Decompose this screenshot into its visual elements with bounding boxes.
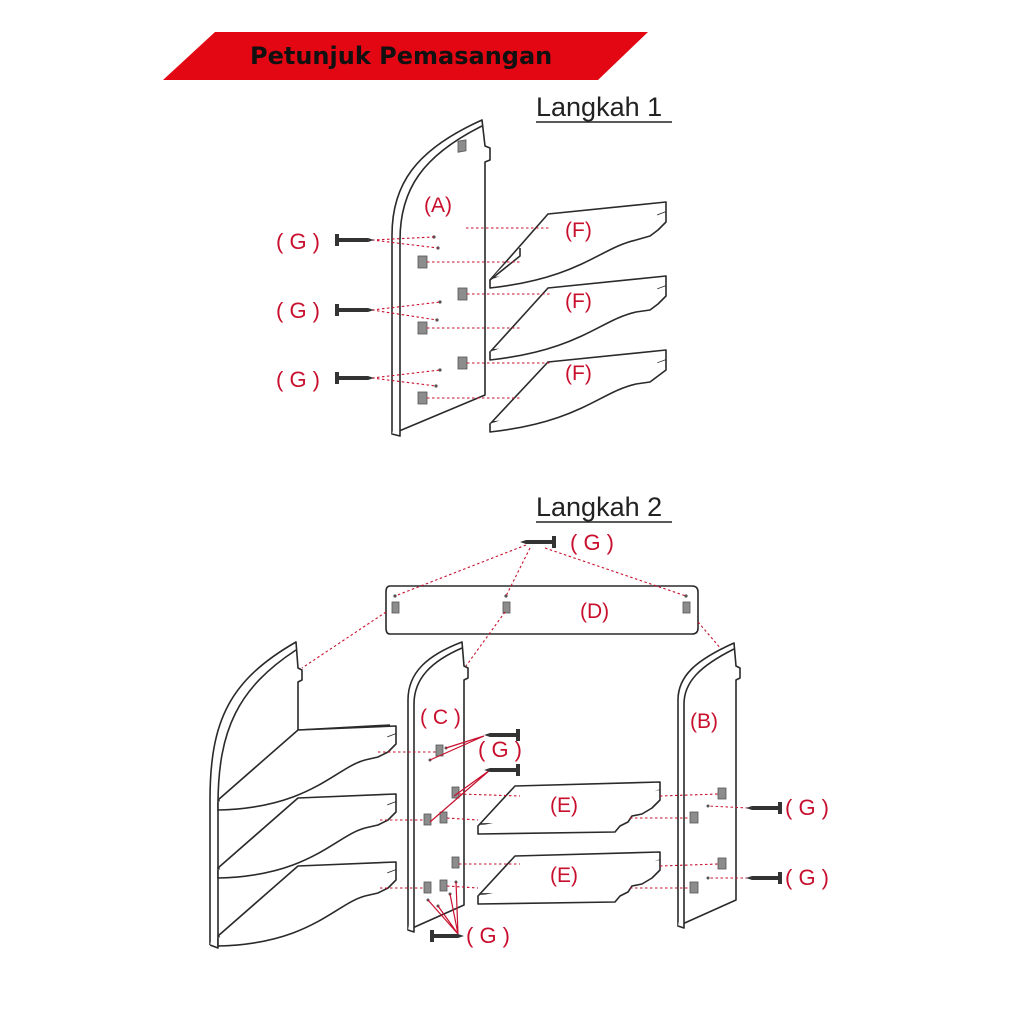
shelf-f-1 [490,202,666,288]
screw-icon [335,304,374,316]
screw-icon [746,802,782,814]
shelf-f-label-3: (F) [565,362,592,385]
slot [503,602,510,613]
slot [440,812,447,823]
screw-icon [520,536,556,548]
panel-a-label: (A) [424,194,452,217]
screw-icon [484,764,520,776]
guide-line [302,612,386,668]
assembled-unit-left [210,642,396,948]
title-banner [163,32,648,80]
top-screw-g-label: ( G ) [570,530,614,555]
shelf-f-label-1: (F) [565,219,592,242]
screw-g-label-b1: ( G ) [785,795,829,820]
panel-c-label: ( C ) [420,706,461,729]
shelf-e-label-2: (E) [550,864,578,887]
screw-icon [430,930,464,942]
slot [424,814,431,825]
screw-g-label-bottom: ( G ) [466,923,510,948]
screw-icon [746,872,782,884]
screw-g-label-b2: ( G ) [785,865,829,890]
slot [452,857,459,868]
slot [690,812,698,823]
step-2-heading: Langkah 2 [536,492,663,522]
slot [458,288,467,300]
step-1-heading: Langkah 1 [536,92,663,122]
panel-d [386,586,698,634]
screw-icon [335,372,374,384]
step-1 [276,92,672,436]
slot [418,322,427,334]
panel-b-label: (B) [690,710,718,733]
hole [707,877,710,880]
slot [424,882,431,893]
slot [440,880,447,891]
step-2 [210,492,829,948]
screw-icon [335,234,374,246]
screw-g-label-1: ( G ) [276,229,320,254]
slot [683,602,690,613]
screw-g-label-c: ( G ) [478,737,522,762]
guide-line [698,622,722,650]
slot [718,858,726,869]
shelf-f-2 [490,276,666,360]
screw-g-label-3: ( G ) [276,367,320,392]
slot [392,602,399,613]
slot [418,392,427,404]
shelf-f-label-2: (F) [565,290,592,313]
slot [718,788,726,799]
slot [458,140,466,152]
screw-g-label-2: ( G ) [276,298,320,323]
panel-d-label: (D) [580,600,610,623]
page-title: Petunjuk Pemasangan [250,42,553,70]
hole [684,594,687,597]
shelf-e-label-1: (E) [550,794,578,817]
slot [458,357,467,369]
hole [434,384,437,387]
slot [690,882,698,893]
slot [418,256,427,268]
